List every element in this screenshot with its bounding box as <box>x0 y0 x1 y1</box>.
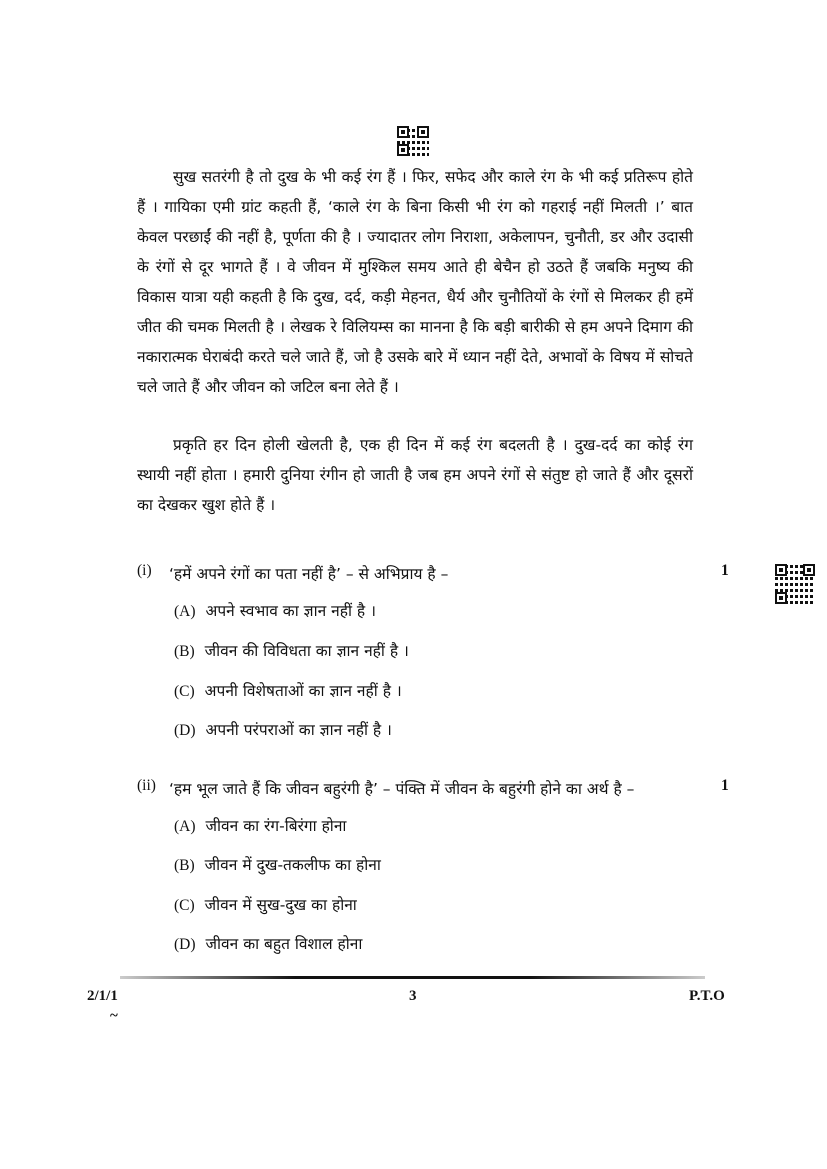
passage-paragraph-2: प्रकृति हर दिन होली खेलती है, एक ही दिन में कई रंग बदलती है । दुख-दर्द का कोई रंग स्थायी नहीं होता । हमारी दुनिया रंगीन हो जाती है जब हम अपने रंगों से संतुष्ट हो जाते हैं और दूसरों का देखकर खुश होते हैं । <box>137 436 693 514</box>
question-text: ‘हमें अपने रंगों का पता नहीं है’ – से अभिप्राय है – <box>169 565 449 583</box>
option-c: (C) जीवन में सुख-दुख का होना <box>174 896 357 914</box>
question-marks: 1 <box>721 562 729 579</box>
footer-mark: ~ <box>110 1008 118 1024</box>
option-d: (D) जीवन का बहुत विशाल होना <box>174 935 363 953</box>
question-text: ‘हम भूल जाते हैं कि जीवन बहुरंगी है’ – पंक्ति में जीवन के बहुरंगी होने का अर्थ है – <box>169 780 635 798</box>
pto-label: P.T.O <box>689 988 725 1004</box>
passage-paragraph-1: सुख सतरंगी है तो दुख के भी कई रंग हैं । फिर, सफेद और काले रंग के भी कई प्रतिरूप होते हैं । गायिका एमी ग्रांट कहती हैं, ‘काले रंग के बिना किसी भी रंग को गहराई नहीं मिलती ।’ बात केवल परछाईं की नहीं है, पूर्णता की है । ज्यादातर लोग निराशा, अकेलापन, चुनौती, डर और उदासी के रंगों से दूर भागते हैं । वे जीवन में मुश्किल समय आते ही बेचैन हो उठते हैं जबकि मनुष्य की विकास यात्रा यही कहती है कि दुख, दर्द, कड़ी मेहनत, धैर्य और चुनौतियों के रंगों से मिलकर ही हमें जीत की चमक मिलती है । लेखक रे विलियम्स का मानना है कि बड़ी बारीकी से हम अपने दिमाग की नकारात्मक घेराबंदी करते चले जाते हैं, जो है उसके बारे में ध्यान नहीं देते, अभावों के विषय में सोचते चले जाते हैं और जीवन को जटिल बना लेते हैं । <box>137 168 693 396</box>
question-number: (ii) <box>137 777 156 794</box>
option-d: (D) अपनी परंपराओं का ज्ञान नहीं है । <box>174 721 392 739</box>
option-c: (C) अपनी विशेषताओं का ज्ञान नहीं है । <box>174 682 402 700</box>
question-number: (i) <box>137 562 152 579</box>
qr-code-icon <box>397 126 429 156</box>
page-number: 3 <box>409 988 417 1004</box>
footer-divider <box>120 976 705 979</box>
paper-code: 2/1/1 <box>87 988 118 1004</box>
option-b: (B) जीवन में दुख-तकलीफ का होना <box>174 856 381 874</box>
option-a: (A) अपने स्वभाव का ज्ञान नहीं है । <box>174 602 376 620</box>
option-a: (A) जीवन का रंग-बिरंगा होना <box>174 817 347 835</box>
option-b: (B) जीवन की विविधता का ज्ञान नहीं है । <box>174 642 409 660</box>
question-marks: 1 <box>721 777 729 794</box>
qr-code-icon <box>775 564 815 604</box>
